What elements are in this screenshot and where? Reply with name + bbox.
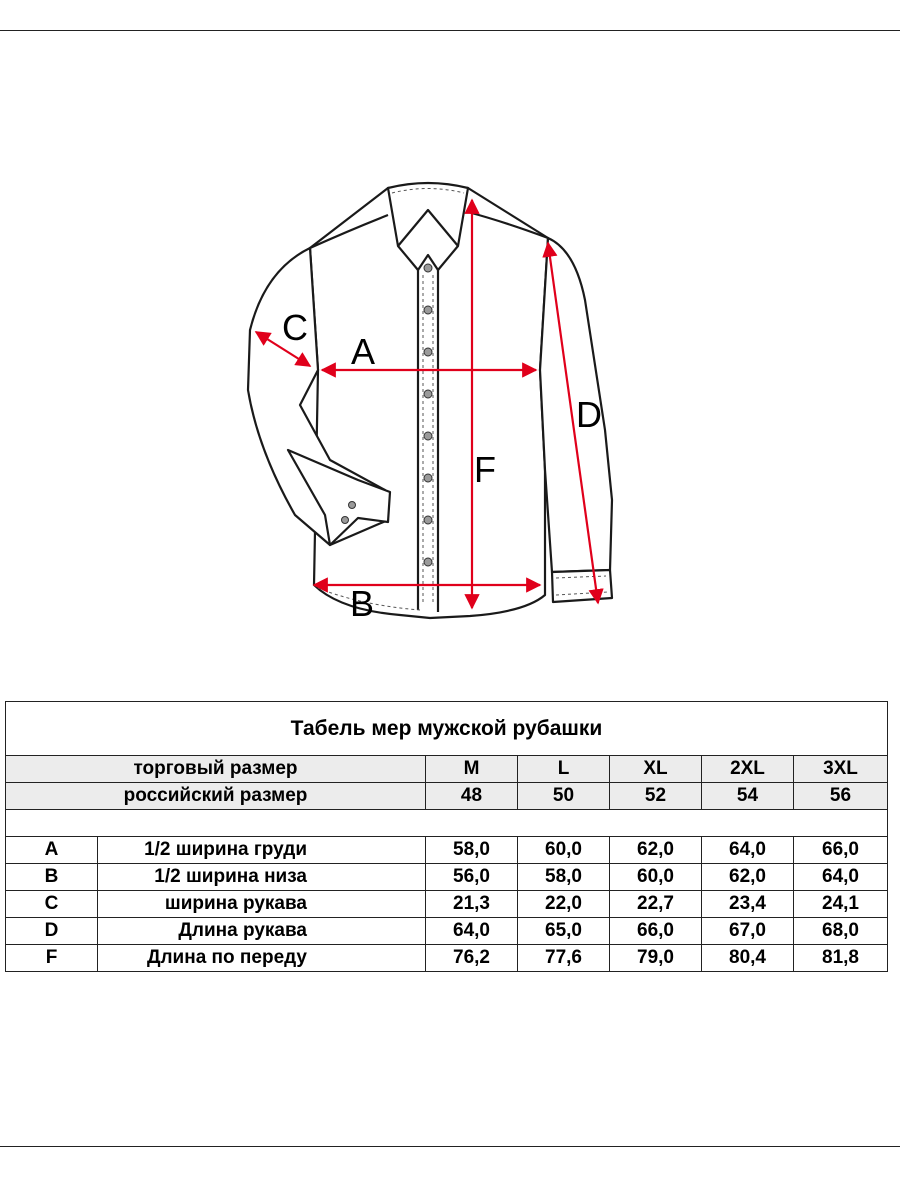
table-row: [6, 864, 888, 891]
ru-size-value: 48: [426, 783, 518, 810]
measure-value: 60,0: [610, 864, 702, 891]
measure-value: 76,2: [426, 945, 518, 972]
size-header: L: [518, 756, 610, 783]
label-c: C: [282, 307, 308, 348]
size-header: 3XL: [794, 756, 888, 783]
measure-value: 68,0: [794, 918, 888, 945]
size-header: XL: [610, 756, 702, 783]
measure-value: 22,7: [610, 891, 702, 918]
ru-size-value: 54: [702, 783, 794, 810]
table-row: [6, 837, 888, 864]
label-b: B: [350, 583, 375, 624]
measure-value: 66,0: [610, 918, 702, 945]
measure-value: 23,4: [702, 891, 794, 918]
size-chart-table: [5, 701, 888, 972]
table-row: [6, 918, 888, 945]
measure-name: Длина по переду: [98, 945, 426, 972]
measure-code: D: [6, 918, 98, 945]
measure-code: B: [6, 864, 98, 891]
table-row: [6, 891, 888, 918]
measure-value: 62,0: [702, 864, 794, 891]
measure-name: 1/2 ширина груди: [98, 837, 426, 864]
table-row: [6, 945, 888, 972]
measure-value: 65,0: [518, 918, 610, 945]
measure-value: 24,1: [794, 891, 888, 918]
measure-value: 60,0: [518, 837, 610, 864]
measure-value: 64,0: [794, 864, 888, 891]
top-divider: [0, 30, 900, 31]
measure-value: 67,0: [702, 918, 794, 945]
ru-size-label: российский размер: [6, 783, 426, 810]
size-header: M: [426, 756, 518, 783]
table-title: Табель мер мужской рубашки: [6, 702, 888, 756]
size-header: 2XL: [702, 756, 794, 783]
measure-value: 58,0: [426, 837, 518, 864]
ru-size-value: 50: [518, 783, 610, 810]
bottom-divider: [0, 1146, 900, 1147]
measure-name: Длина рукава: [98, 918, 426, 945]
table-spacer-row: [6, 810, 888, 837]
measure-value: 80,4: [702, 945, 794, 972]
measure-value: 64,0: [702, 837, 794, 864]
label-a: A: [351, 331, 376, 372]
ru-size-value: 52: [610, 783, 702, 810]
measure-value: 21,3: [426, 891, 518, 918]
measure-value: 66,0: [794, 837, 888, 864]
measure-value: 81,8: [794, 945, 888, 972]
label-f: F: [474, 449, 496, 490]
measure-code: F: [6, 945, 98, 972]
measure-value: 58,0: [518, 864, 610, 891]
measure-value: 79,0: [610, 945, 702, 972]
measure-value: 56,0: [426, 864, 518, 891]
measure-name: 1/2 ширина низа: [98, 864, 426, 891]
measure-value: 22,0: [518, 891, 610, 918]
shirt-measurement-diagram: [0, 150, 900, 630]
measure-value: 64,0: [426, 918, 518, 945]
measure-code: A: [6, 837, 98, 864]
label-d: D: [576, 394, 602, 435]
measure-name: ширина рукава: [98, 891, 426, 918]
measure-value: 62,0: [610, 837, 702, 864]
ru-size-value: 56: [794, 783, 888, 810]
shirt-outline: [248, 183, 612, 618]
measure-code: C: [6, 891, 98, 918]
measure-value: 77,6: [518, 945, 610, 972]
trade-size-label: торговый размер: [6, 756, 426, 783]
